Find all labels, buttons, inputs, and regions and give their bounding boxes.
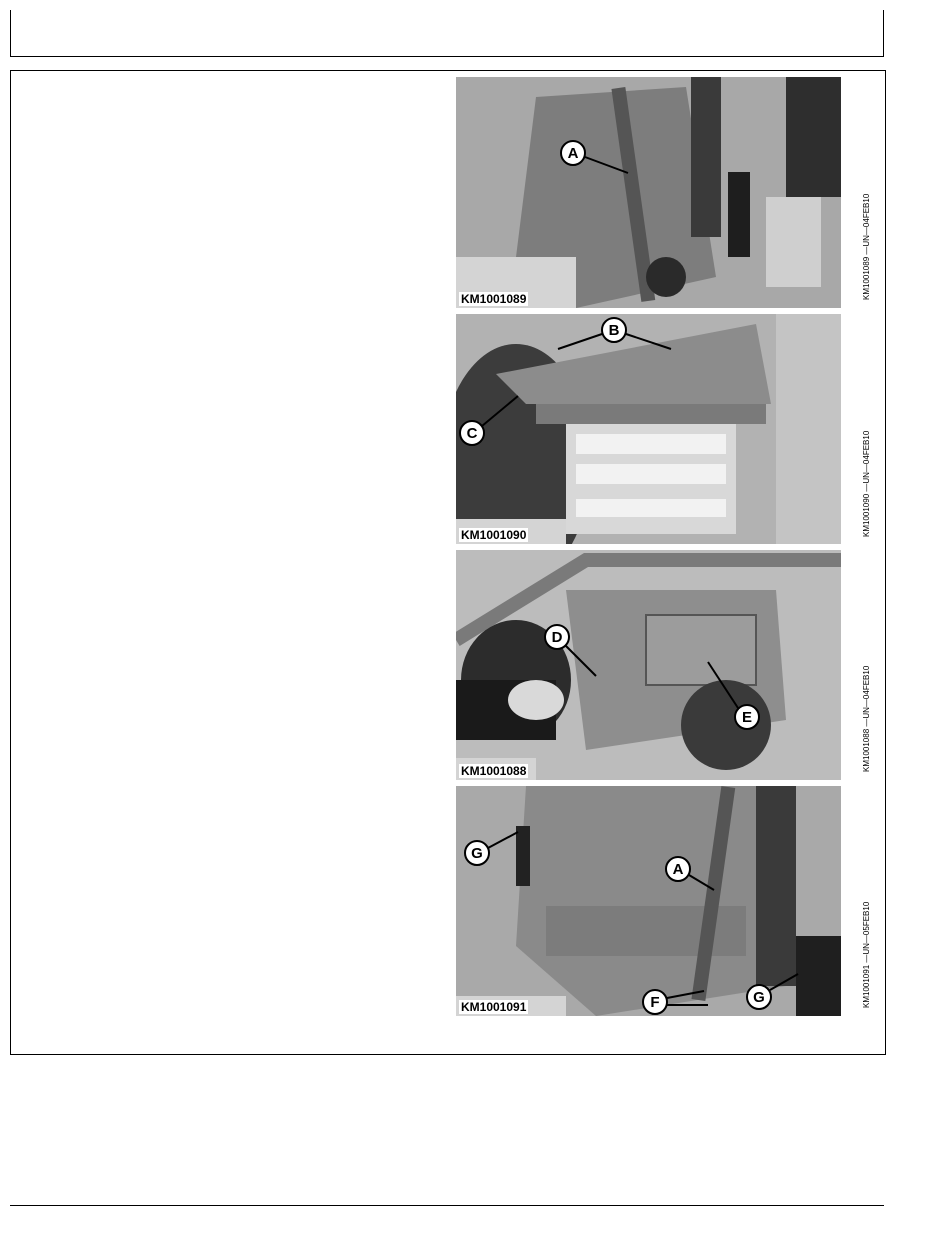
machine-photo-2	[456, 314, 841, 544]
machine-photo-1	[456, 77, 841, 308]
figure-side-id: KM1001090 —UN—04FEB10	[862, 430, 871, 537]
svg-text:A: A	[567, 145, 579, 162]
svg-text:G: G	[753, 989, 765, 1006]
svg-text:E: E	[741, 709, 753, 726]
figure-km1001091	[456, 786, 841, 1016]
svg-text:C: C	[466, 425, 478, 442]
figure-km1001089	[456, 77, 841, 308]
page-header-box	[10, 10, 884, 57]
svg-text:B: B	[608, 322, 620, 339]
figure-label: KM1001088	[461, 764, 527, 778]
svg-text:D: D	[551, 629, 563, 646]
svg-text:A: A	[672, 861, 684, 878]
figure-label: KM1001090	[461, 528, 527, 542]
figure-side-id: KM1001089 —UN—04FEB10	[862, 193, 871, 300]
figure-label: KM1001091	[461, 1000, 527, 1014]
svg-text:F: F	[650, 994, 660, 1011]
svg-text:G: G	[471, 845, 483, 862]
machine-photo-4	[456, 786, 841, 1016]
figure-km1001088	[456, 550, 841, 780]
footer-rule	[10, 1205, 884, 1206]
figure-side-id: KM1001091 —UN—05FEB10	[862, 901, 871, 1008]
figure-side-id: KM1001088 —UN—04FEB10	[862, 665, 871, 772]
figure-km1001090	[456, 314, 841, 544]
figure-label: KM1001089	[461, 292, 527, 306]
machine-photo-3	[456, 550, 841, 780]
